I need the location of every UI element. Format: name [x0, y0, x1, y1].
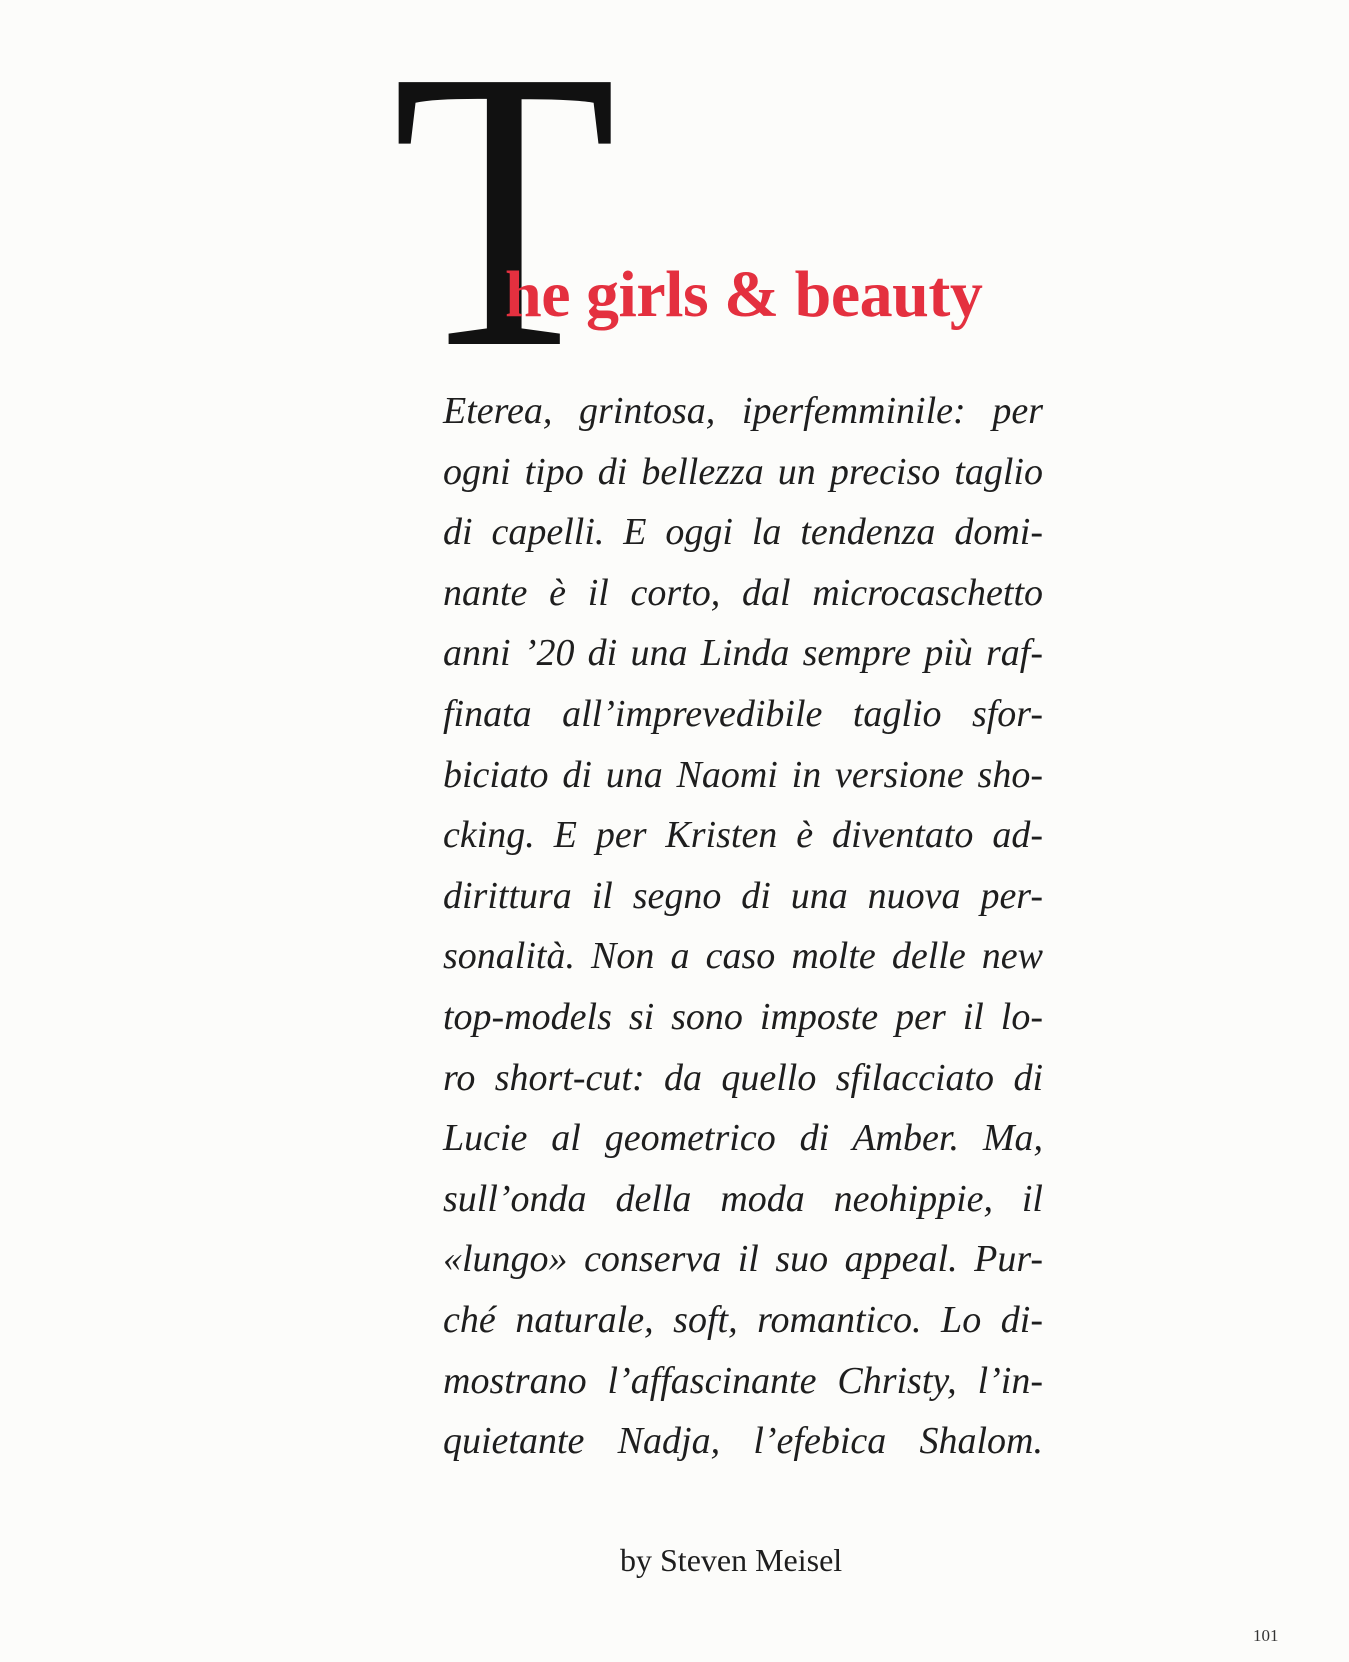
body-line: nante è il corto, dal microcaschetto	[443, 571, 1043, 614]
body-line: finata all’imprevedibile taglio sfor-	[443, 692, 1043, 735]
body-line: ro short-cut: da quello sfilacciato di	[443, 1056, 1043, 1099]
body-line: Lucie al geometrico di Amber. Ma,	[443, 1117, 1043, 1160]
drop-cap: T	[392, 0, 617, 431]
body-line: sonalità. Non a caso molte delle new	[443, 935, 1043, 978]
article-body	[443, 381, 1043, 1472]
body-line: cking. E per Kristen è diventato ad-	[443, 814, 1043, 857]
body-line: anni ’20 di una Linda sempre più raf-	[443, 632, 1043, 675]
body-line: mostrano l’affascinante Christy, l’in-	[443, 1359, 1043, 1402]
article-title: he girls & beauty	[505, 258, 983, 331]
byline: by Steven Meisel	[620, 1542, 843, 1578]
body-line: Eterea, grintosa, iperfemminile: per	[443, 390, 1043, 432]
body-line: quietante Nadja, l’efebica Shalom.	[443, 1420, 1043, 1463]
page-number: 101	[1253, 1626, 1279, 1645]
body-line: dirittura il segno di una nuova per-	[443, 874, 1043, 917]
body-line: «lungo» conserva il suo appeal. Pur-	[443, 1238, 1043, 1281]
body-line: di capelli. E oggi la tendenza domi-	[443, 511, 1043, 554]
body-line: biciato di una Naomi in versione sho-	[443, 753, 1043, 796]
body-line: sull’onda della moda neohippie, il	[443, 1177, 1043, 1220]
body-line: ché naturale, soft, romantico. Lo di-	[443, 1298, 1043, 1341]
body-line: ogni tipo di bellezza un preciso taglio	[443, 450, 1043, 493]
body-line: top-models si sono imposte per il lo-	[443, 995, 1043, 1038]
